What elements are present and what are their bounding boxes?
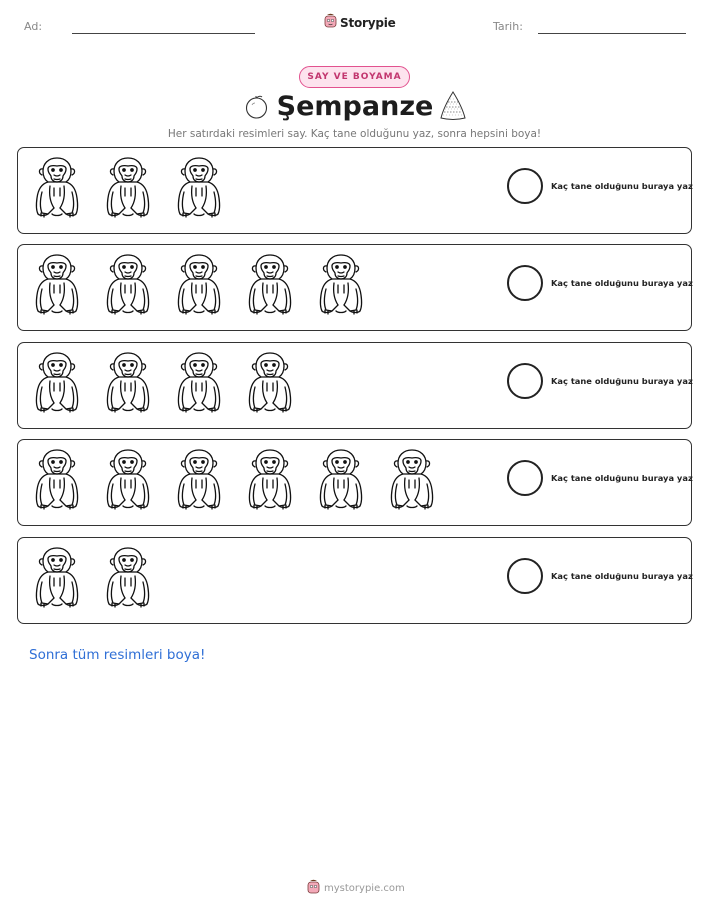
answer-label: Kaç tane olduğunu buraya yaz (551, 376, 693, 386)
activity-badge: SAY VE BOYAMA (299, 66, 410, 88)
chimpanzee-icon[interactable] (101, 546, 172, 612)
date-label: Tarih: (493, 20, 523, 33)
storypie-logo-icon (307, 879, 320, 898)
picture-group (30, 546, 172, 612)
chimpanzee-icon[interactable] (30, 156, 101, 222)
chimpanzee-icon[interactable] (30, 546, 101, 612)
chimpanzee-icon[interactable] (30, 253, 101, 319)
chimpanzee-icon[interactable] (101, 351, 172, 417)
answer-circle[interactable] (507, 460, 543, 496)
storypie-logo-icon (324, 13, 337, 32)
page-title: Şempanze (276, 91, 434, 122)
chimpanzee-icon[interactable] (101, 156, 172, 222)
chimpanzee-icon[interactable] (314, 448, 385, 514)
date-line[interactable] (538, 33, 686, 34)
footer-note: Sonra tüm resimleri boya! (29, 647, 206, 663)
picture-group (30, 351, 314, 417)
answer-circle[interactable] (507, 168, 543, 204)
footer (307, 879, 405, 898)
brand-name: Storypie (340, 15, 396, 30)
chimpanzee-icon[interactable] (243, 253, 314, 319)
answer-label: Kaç tane olduğunu buraya yaz (551, 181, 693, 191)
answer-circle[interactable] (507, 363, 543, 399)
chimpanzee-icon[interactable] (30, 448, 101, 514)
brand (324, 13, 396, 32)
chimpanzee-icon[interactable] (385, 448, 456, 514)
orange-fruit-icon (243, 93, 270, 124)
instructions: Her satırdaki resimleri say. Kaç tane olduğunu yaz, sonra hepsini boya! (167, 128, 542, 140)
chimpanzee-icon[interactable] (172, 351, 243, 417)
answer-circle[interactable] (507, 558, 543, 594)
chimpanzee-icon[interactable] (30, 351, 101, 417)
chimpanzee-icon[interactable] (172, 156, 243, 222)
counting-row (17, 147, 692, 234)
name-line[interactable] (72, 33, 255, 34)
picture-group (30, 156, 243, 222)
chimpanzee-icon[interactable] (101, 253, 172, 319)
footer-site: mystorypie.com (324, 883, 405, 894)
chimpanzee-icon[interactable] (172, 253, 243, 319)
chimpanzee-icon[interactable] (101, 448, 172, 514)
counting-row (17, 244, 692, 331)
chimpanzee-icon[interactable] (243, 448, 314, 514)
chimpanzee-icon[interactable] (243, 351, 314, 417)
answer-circle[interactable] (507, 265, 543, 301)
counting-row (17, 342, 692, 429)
chimpanzee-icon[interactable] (172, 448, 243, 514)
picture-group (30, 253, 385, 319)
answer-label: Kaç tane olduğunu buraya yaz (551, 571, 693, 581)
answer-label: Kaç tane olduğunu buraya yaz (551, 278, 693, 288)
answer-label: Kaç tane olduğunu buraya yaz (551, 473, 693, 483)
name-label: Ad: (24, 20, 43, 33)
counting-row (17, 439, 692, 526)
chimpanzee-icon[interactable] (314, 253, 385, 319)
picture-group (30, 448, 456, 514)
counting-row (17, 537, 692, 624)
cone-shell-icon (438, 90, 468, 126)
